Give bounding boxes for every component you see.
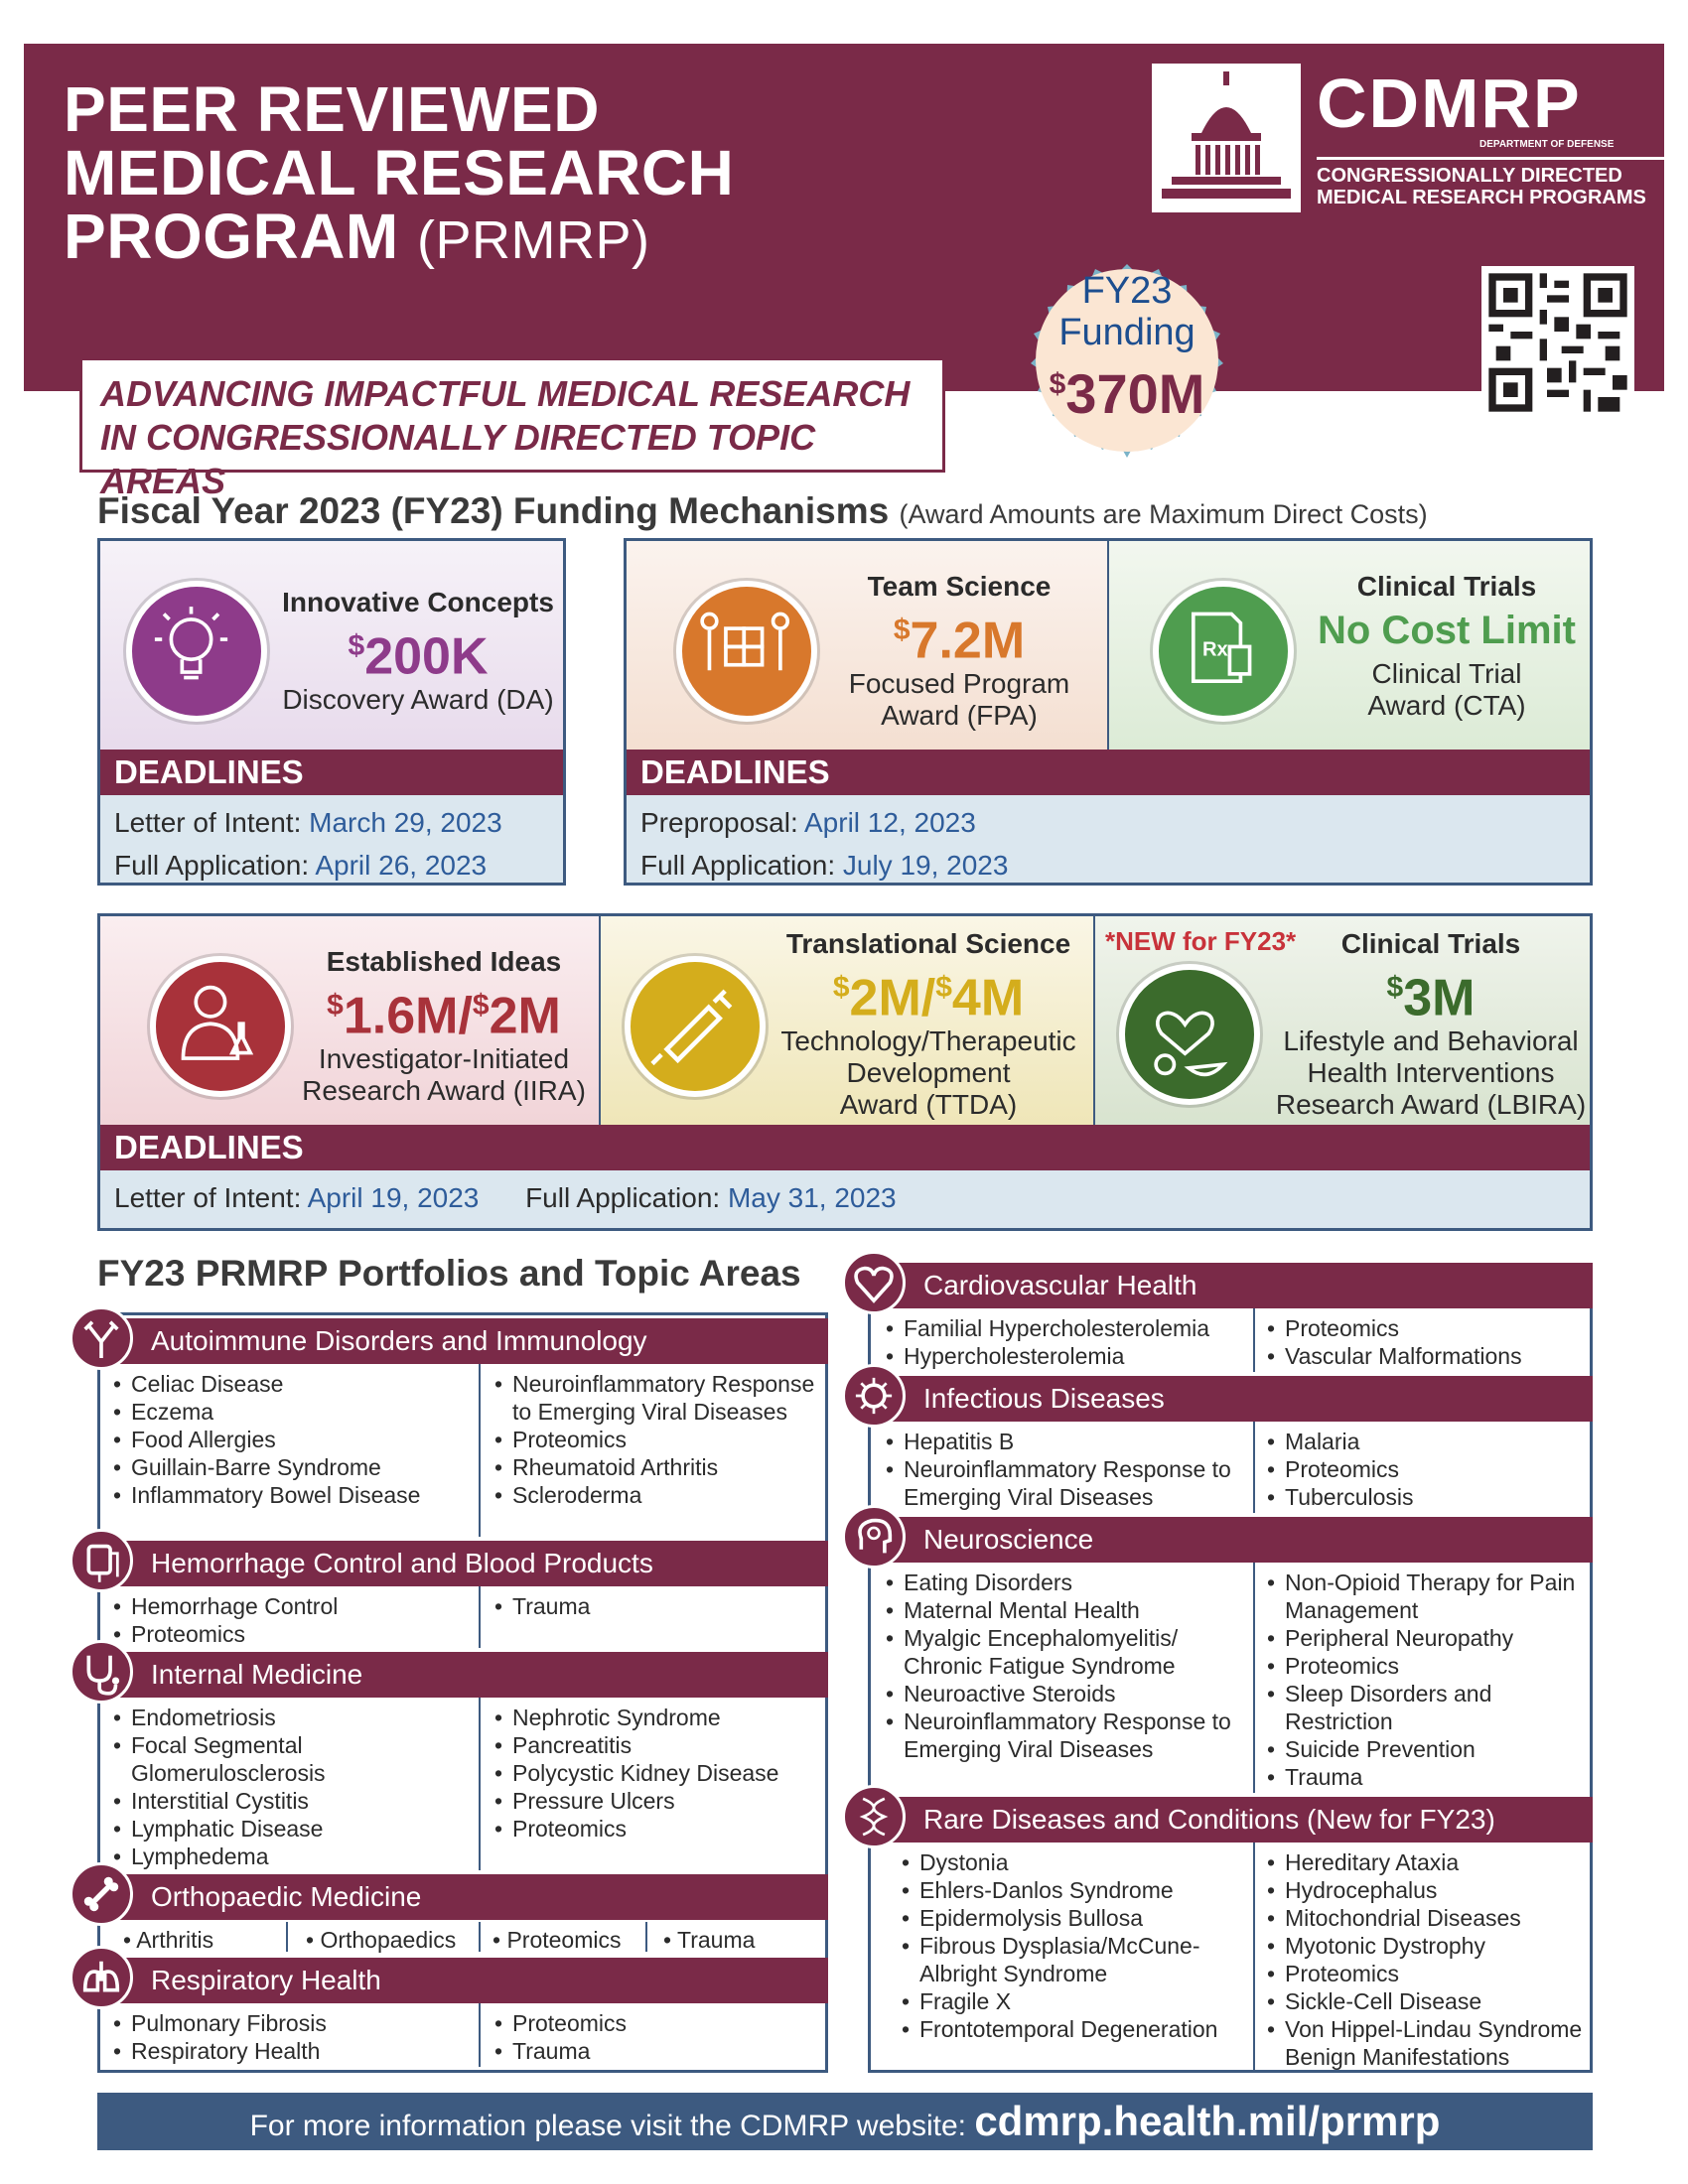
footer-bar bbox=[97, 2093, 1593, 2150]
infectious-col2: • Malaria • Proteomics • Tuberculosis bbox=[1265, 1428, 1583, 1511]
iira-deadlines-box: Letter of Intent: April 19, 2023 Full Application: May 31, 2023 bbox=[100, 1170, 1590, 1228]
funding-amount: $370M bbox=[1049, 362, 1205, 425]
bone-icon bbox=[70, 1862, 133, 1926]
neuro-col2: • Non-Opioid Therapy for Pain Management • Peripheral Neuropathy • Proteomics • Sleep Disorders and Restriction • Suicide Prevention • Trauma bbox=[1265, 1569, 1583, 1791]
lightbulb-icon bbox=[126, 581, 267, 722]
infectious-bar: Infectious Diseases bbox=[856, 1376, 1593, 1422]
subtitle-line-2: IN CONGRESSIONALLY DIRECTED TOPIC AREAS bbox=[100, 417, 816, 501]
da-award-name: Discovery Award (DA) bbox=[282, 684, 554, 716]
heart-food-icon bbox=[1119, 964, 1260, 1105]
divider bbox=[1253, 1308, 1255, 1372]
ttda-cell: Translational Science $2M/$4M Technology/Therapeutic Development Award (TTDA) bbox=[601, 916, 1093, 1125]
da-cell bbox=[100, 541, 563, 750]
respiratory-col1: • Pulmonary Fibrosis • Respiratory Health bbox=[111, 2009, 469, 2065]
da-full-date: April 26, 2023 bbox=[315, 850, 488, 881]
iira-category: Established Ideas bbox=[326, 946, 562, 977]
cardio-col2: • Proteomics • Vascular Malformations bbox=[1265, 1314, 1583, 1370]
iira-cell: Established Ideas $1.6M/$2M Investigator-Initiated Research Award (IIRA) bbox=[100, 916, 599, 1125]
hemorrhage-col2: • Trauma bbox=[492, 1592, 820, 1620]
qr-code-icon[interactable] bbox=[1481, 266, 1634, 419]
logo-divider bbox=[1317, 157, 1688, 160]
panel-discovery-award bbox=[97, 538, 566, 886]
antibody-icon bbox=[70, 1306, 133, 1370]
footer-text: For more information please visit the CDMRP website: bbox=[249, 2110, 966, 2142]
title-line-1: PEER REVIEWED bbox=[64, 73, 600, 145]
team-puzzle-icon bbox=[676, 581, 817, 722]
title-line-2: MEDICAL RESEARCH bbox=[64, 137, 735, 208]
cdmrp-wordmark: CDMRP bbox=[1317, 65, 1582, 142]
lungs-icon bbox=[70, 1946, 133, 2009]
da-amount: $200K bbox=[348, 627, 489, 686]
prescription-icon bbox=[1153, 581, 1294, 722]
respiratory-bar: Respiratory Health bbox=[83, 1958, 828, 2003]
mechanisms-heading: Fiscal Year 2023 (FY23) Funding Mechanisms (Award Amounts are Maximum Direct Costs) bbox=[97, 490, 1428, 531]
divider bbox=[479, 1364, 481, 1537]
fpa-cell: Team Science $7.2M Focused Program Award (FPA) bbox=[627, 541, 1107, 750]
lbira-category: Clinical Trials bbox=[1340, 928, 1521, 959]
ttda-category: Translational Science bbox=[785, 928, 1071, 959]
cta-amount: No Cost Limit bbox=[1318, 609, 1576, 652]
fpa-full-date: July 19, 2023 bbox=[842, 850, 1009, 881]
iira-amount: $1.6M/$2M bbox=[327, 987, 561, 1045]
logo-subtitle: CONGRESSIONALLY DIRECTED MEDICAL RESEARCH PROGRAMS bbox=[1317, 165, 1646, 208]
divider bbox=[1253, 1563, 1255, 1793]
new-badge: *NEW for FY23* bbox=[1105, 926, 1297, 956]
hemorrhage-col1: • Hemorrhage Control • Proteomics bbox=[111, 1592, 469, 1648]
fpa-deadlines-box: Preproposal: April 12, 2023 Full Application: July 19, 2023 bbox=[627, 795, 1590, 883]
website-link[interactable]: cdmrp.health.mil/prmrp bbox=[974, 2098, 1441, 2144]
lbira-amount: $3M bbox=[1386, 969, 1476, 1027]
internal-medicine-bar: Internal Medicine bbox=[83, 1652, 828, 1698]
researcher-icon bbox=[150, 956, 291, 1097]
subtitle-line-1: ADVANCING IMPACTFUL MEDICAL RESEARCH bbox=[100, 373, 911, 414]
fpa-amount: $7.2M bbox=[893, 612, 1026, 670]
divider bbox=[1253, 1843, 1255, 2073]
fpa-pre-date: April 12, 2023 bbox=[804, 807, 976, 838]
rare-col2: • Hereditary Ataxia • Hydrocephalus • Mitochondrial Diseases • Myotonic Dystrophy • Proteomics • Sickle-Cell Disease • Von Hippel-Lindau Syndrome Benign Manifestations bbox=[1265, 1848, 1589, 2071]
cta-cell: Rx Clinical Trials No Cost Limit Clinical Trial Award (CTA) bbox=[1109, 541, 1590, 750]
cdmrp-logo[interactable] bbox=[1152, 64, 1648, 218]
blood-bag-icon bbox=[70, 1529, 133, 1592]
internal-col2: • Nephrotic Syndrome • Pancreatitis • Polycystic Kidney Disease • Pressure Ulcers • Proteomics bbox=[492, 1704, 820, 1843]
stethoscope-icon bbox=[70, 1640, 133, 1704]
dod-label: DEPARTMENT OF DEFENSE bbox=[1479, 139, 1615, 150]
subtitle-box bbox=[79, 357, 945, 501]
dna-icon bbox=[842, 1785, 906, 1848]
orthopaedic-bar: Orthopaedic Medicine bbox=[83, 1874, 828, 1920]
da-deadlines-bar: DEADLINES bbox=[100, 750, 563, 795]
svg-text:Rx: Rx bbox=[1201, 638, 1228, 661]
divider bbox=[1253, 1422, 1255, 1513]
neuro-col1: • Eating Disorders • Maternal Mental Health • Myalgic Encephalomyelitis/ Chronic Fatigue Syndrome • Neuroactive Steroids • Neuroinflammatory Response to Emerging Viral Diseases bbox=[884, 1569, 1251, 1763]
rare-col1: • Dystonia • Ehlers-Danlos Syndrome • Epidermolysis Bullosa • Fibrous Dysplasia/McCune-Albright Syndrome • Fragile X • Frontotemporal Degeneration bbox=[900, 1848, 1251, 2043]
cta-category: Clinical Trials bbox=[1356, 571, 1537, 602]
iira-loi-date: April 19, 2023 bbox=[307, 1182, 480, 1213]
funding-label: FY23 Funding bbox=[1058, 270, 1196, 353]
lbira-cell: *NEW for FY23* Clinical Trials $3M Lifestyle and Behavioral Health Interventions Research Award (LBIRA) bbox=[1095, 916, 1590, 1125]
portfolios-heading: FY23 PRMRP Portfolios and Topic Areas bbox=[97, 1253, 801, 1294]
divider bbox=[479, 1586, 481, 1648]
title-line-3: PROGRAM bbox=[64, 201, 399, 272]
da-loi-date: March 29, 2023 bbox=[309, 807, 502, 838]
divider bbox=[479, 2003, 481, 2067]
autoimmune-bar: Autoimmune Disorders and Immunology bbox=[83, 1318, 828, 1364]
mechanisms-note: (Award Amounts are Maximum Direct Costs) bbox=[899, 499, 1428, 529]
divider bbox=[479, 1698, 481, 1870]
virus-icon bbox=[842, 1364, 906, 1428]
heart-icon bbox=[842, 1251, 906, 1314]
rare-diseases-bar: Rare Diseases and Conditions (New for FY23) bbox=[856, 1797, 1593, 1843]
infectious-col1: • Hepatitis B • Neuroinflammatory Response to Emerging Viral Diseases bbox=[884, 1428, 1251, 1511]
fpa-category: Team Science bbox=[867, 571, 1052, 602]
ttda-amount: $2M/$4M bbox=[832, 969, 1025, 1027]
iira-deadlines-bar: DEADLINES bbox=[100, 1125, 1590, 1170]
iira-full-date: May 31, 2023 bbox=[727, 1182, 897, 1213]
neuroscience-bar: Neuroscience bbox=[856, 1517, 1593, 1563]
autoimmune-col2: • Neuroinflammatory Response to Emerging Viral Diseases • Proteomics • Rheumatoid Arthritis • Scleroderma bbox=[492, 1370, 820, 1509]
page-title bbox=[64, 73, 735, 272]
panel-iira-ttda-lbira bbox=[97, 913, 1593, 1231]
autoimmune-col1: • Celiac Disease • Eczema • Food Allergies • Guillain-Barre Syndrome • Inflammatory Bowel Disease bbox=[111, 1370, 469, 1509]
respiratory-col2: • Proteomics • Trauma bbox=[492, 2009, 820, 2065]
brain-icon bbox=[842, 1505, 906, 1569]
da-category: Innovative Concepts bbox=[282, 587, 554, 617]
syringe-icon bbox=[625, 956, 766, 1097]
panel-fpa-cta bbox=[624, 538, 1593, 886]
internal-col1: • Endometriosis • Focal Segmental Glomerulosclerosis • Interstitial Cystitis • Lymphatic Disease • Lymphedema bbox=[111, 1704, 469, 1870]
hemorrhage-bar: Hemorrhage Control and Blood Products bbox=[83, 1541, 828, 1586]
fpa-deadlines-bar: DEADLINES bbox=[627, 750, 1590, 795]
capitol-icon bbox=[1152, 64, 1301, 212]
cardio-col1: • Familial Hypercholesterolemia • Hypercholesterolemia bbox=[884, 1314, 1251, 1370]
title-abbrev: (PRMRP) bbox=[417, 210, 650, 270]
da-deadlines-box: Letter of Intent: March 29, 2023 Full Application: April 26, 2023 bbox=[100, 795, 563, 883]
cardiovascular-bar: Cardiovascular Health bbox=[856, 1263, 1593, 1308]
